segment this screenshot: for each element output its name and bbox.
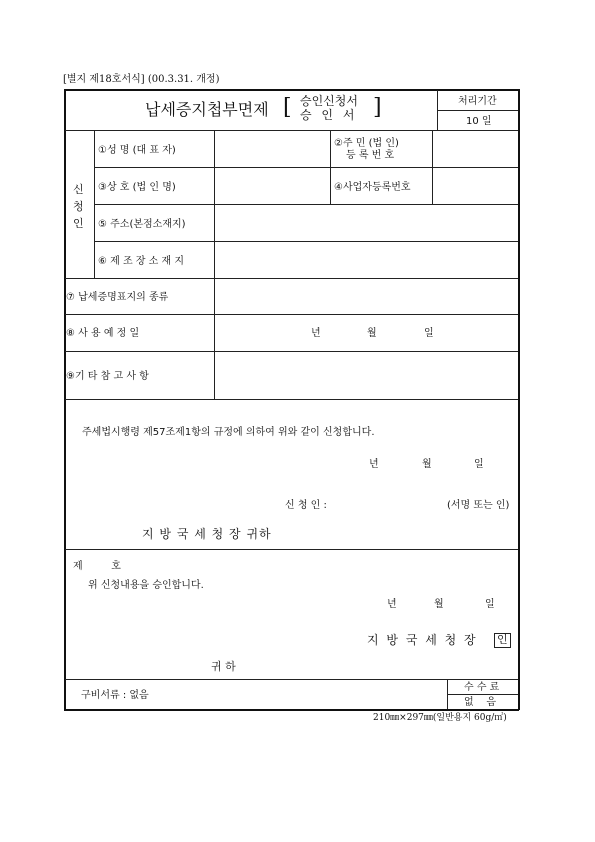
issuer-office: 지 방 국 세 청 장 xyxy=(367,633,478,647)
sign-or-seal-note: (서명 또는 인) xyxy=(447,500,510,511)
applicant-section-label: 신 청 인 xyxy=(73,183,84,230)
trade-name-label: ③상 호 (법 인 명) xyxy=(98,182,176,193)
use-date-day: 일 xyxy=(424,328,434,339)
applicant-signature-field[interactable] xyxy=(345,496,445,512)
official-seal: 인 xyxy=(494,633,511,648)
applicant-signature-label: 신 청 인 : xyxy=(285,500,327,511)
stamp-type-label: ⑦ 납세증명표지의 종류 xyxy=(66,292,169,303)
use-date-year: 년 xyxy=(311,328,321,339)
business-number-label: ④사업자등록번호 xyxy=(334,182,411,193)
application-month: 월 xyxy=(422,459,432,470)
resident-id-label-line2: 등 록 번 호 xyxy=(346,150,395,161)
title-option-approval: 승 인 서 xyxy=(300,108,358,122)
application-year: 년 xyxy=(369,459,379,470)
processing-period-label: 처리기간 xyxy=(458,96,497,107)
business-number-field[interactable] xyxy=(434,169,516,202)
use-date-label: ⑧ 사 용 예 정 일 xyxy=(66,328,140,339)
trade-name-field[interactable] xyxy=(216,169,328,202)
form-number: [별지 제18호서식] (00.3.31. 개정) xyxy=(63,74,220,85)
other-notes-label: ⑨기 타 참 고 사 항 xyxy=(66,371,149,382)
resident-id-field[interactable] xyxy=(434,132,516,165)
processing-period-value: 10 일 xyxy=(466,116,492,127)
recipient-office: 지 방 국 세 청 장 귀하 xyxy=(142,527,272,541)
address-label: ⑤ 주소(본점소재지) xyxy=(98,219,186,230)
paper-spec: 210㎜×297㎜(일반용지 60g/㎡) xyxy=(373,713,507,723)
approval-addressee: 귀 하 xyxy=(211,660,236,673)
form-title: 납세증지첩부면제 xyxy=(145,100,269,119)
factory-location-label: ⑥ 제 조 장 소 재 지 xyxy=(98,256,184,267)
fee-value: 없 음 xyxy=(464,697,497,708)
name-field[interactable] xyxy=(216,132,328,165)
resident-id-label-line1: ②주 민 (법 인) xyxy=(334,138,399,149)
title-bracket-right: ] xyxy=(373,95,382,120)
title-bracket-left: [ xyxy=(283,95,292,120)
fee-label: 수 수 료 xyxy=(464,682,500,693)
stamp-type-field[interactable] xyxy=(216,280,516,312)
approval-number-label: 제 호 xyxy=(73,561,121,572)
factory-location-field[interactable] xyxy=(216,243,516,276)
use-date-month: 월 xyxy=(367,328,377,339)
address-field[interactable] xyxy=(216,206,516,239)
title-option-application: 승인신청서 xyxy=(300,94,358,108)
approval-day: 일 xyxy=(485,599,495,610)
approval-statement: 위 신청내용을 승인합니다. xyxy=(88,580,204,591)
application-day: 일 xyxy=(474,459,484,470)
required-documents: 구비서류 : 없음 xyxy=(81,690,149,701)
approval-year: 년 xyxy=(387,599,397,610)
application-statement: 주세법시행령 제57조제1항의 규정에 의하여 위와 같이 신청합니다. xyxy=(82,427,375,438)
name-label: ①성 명 (대 표 자) xyxy=(98,145,176,156)
approval-month: 월 xyxy=(434,599,444,610)
other-notes-field[interactable] xyxy=(216,353,516,397)
